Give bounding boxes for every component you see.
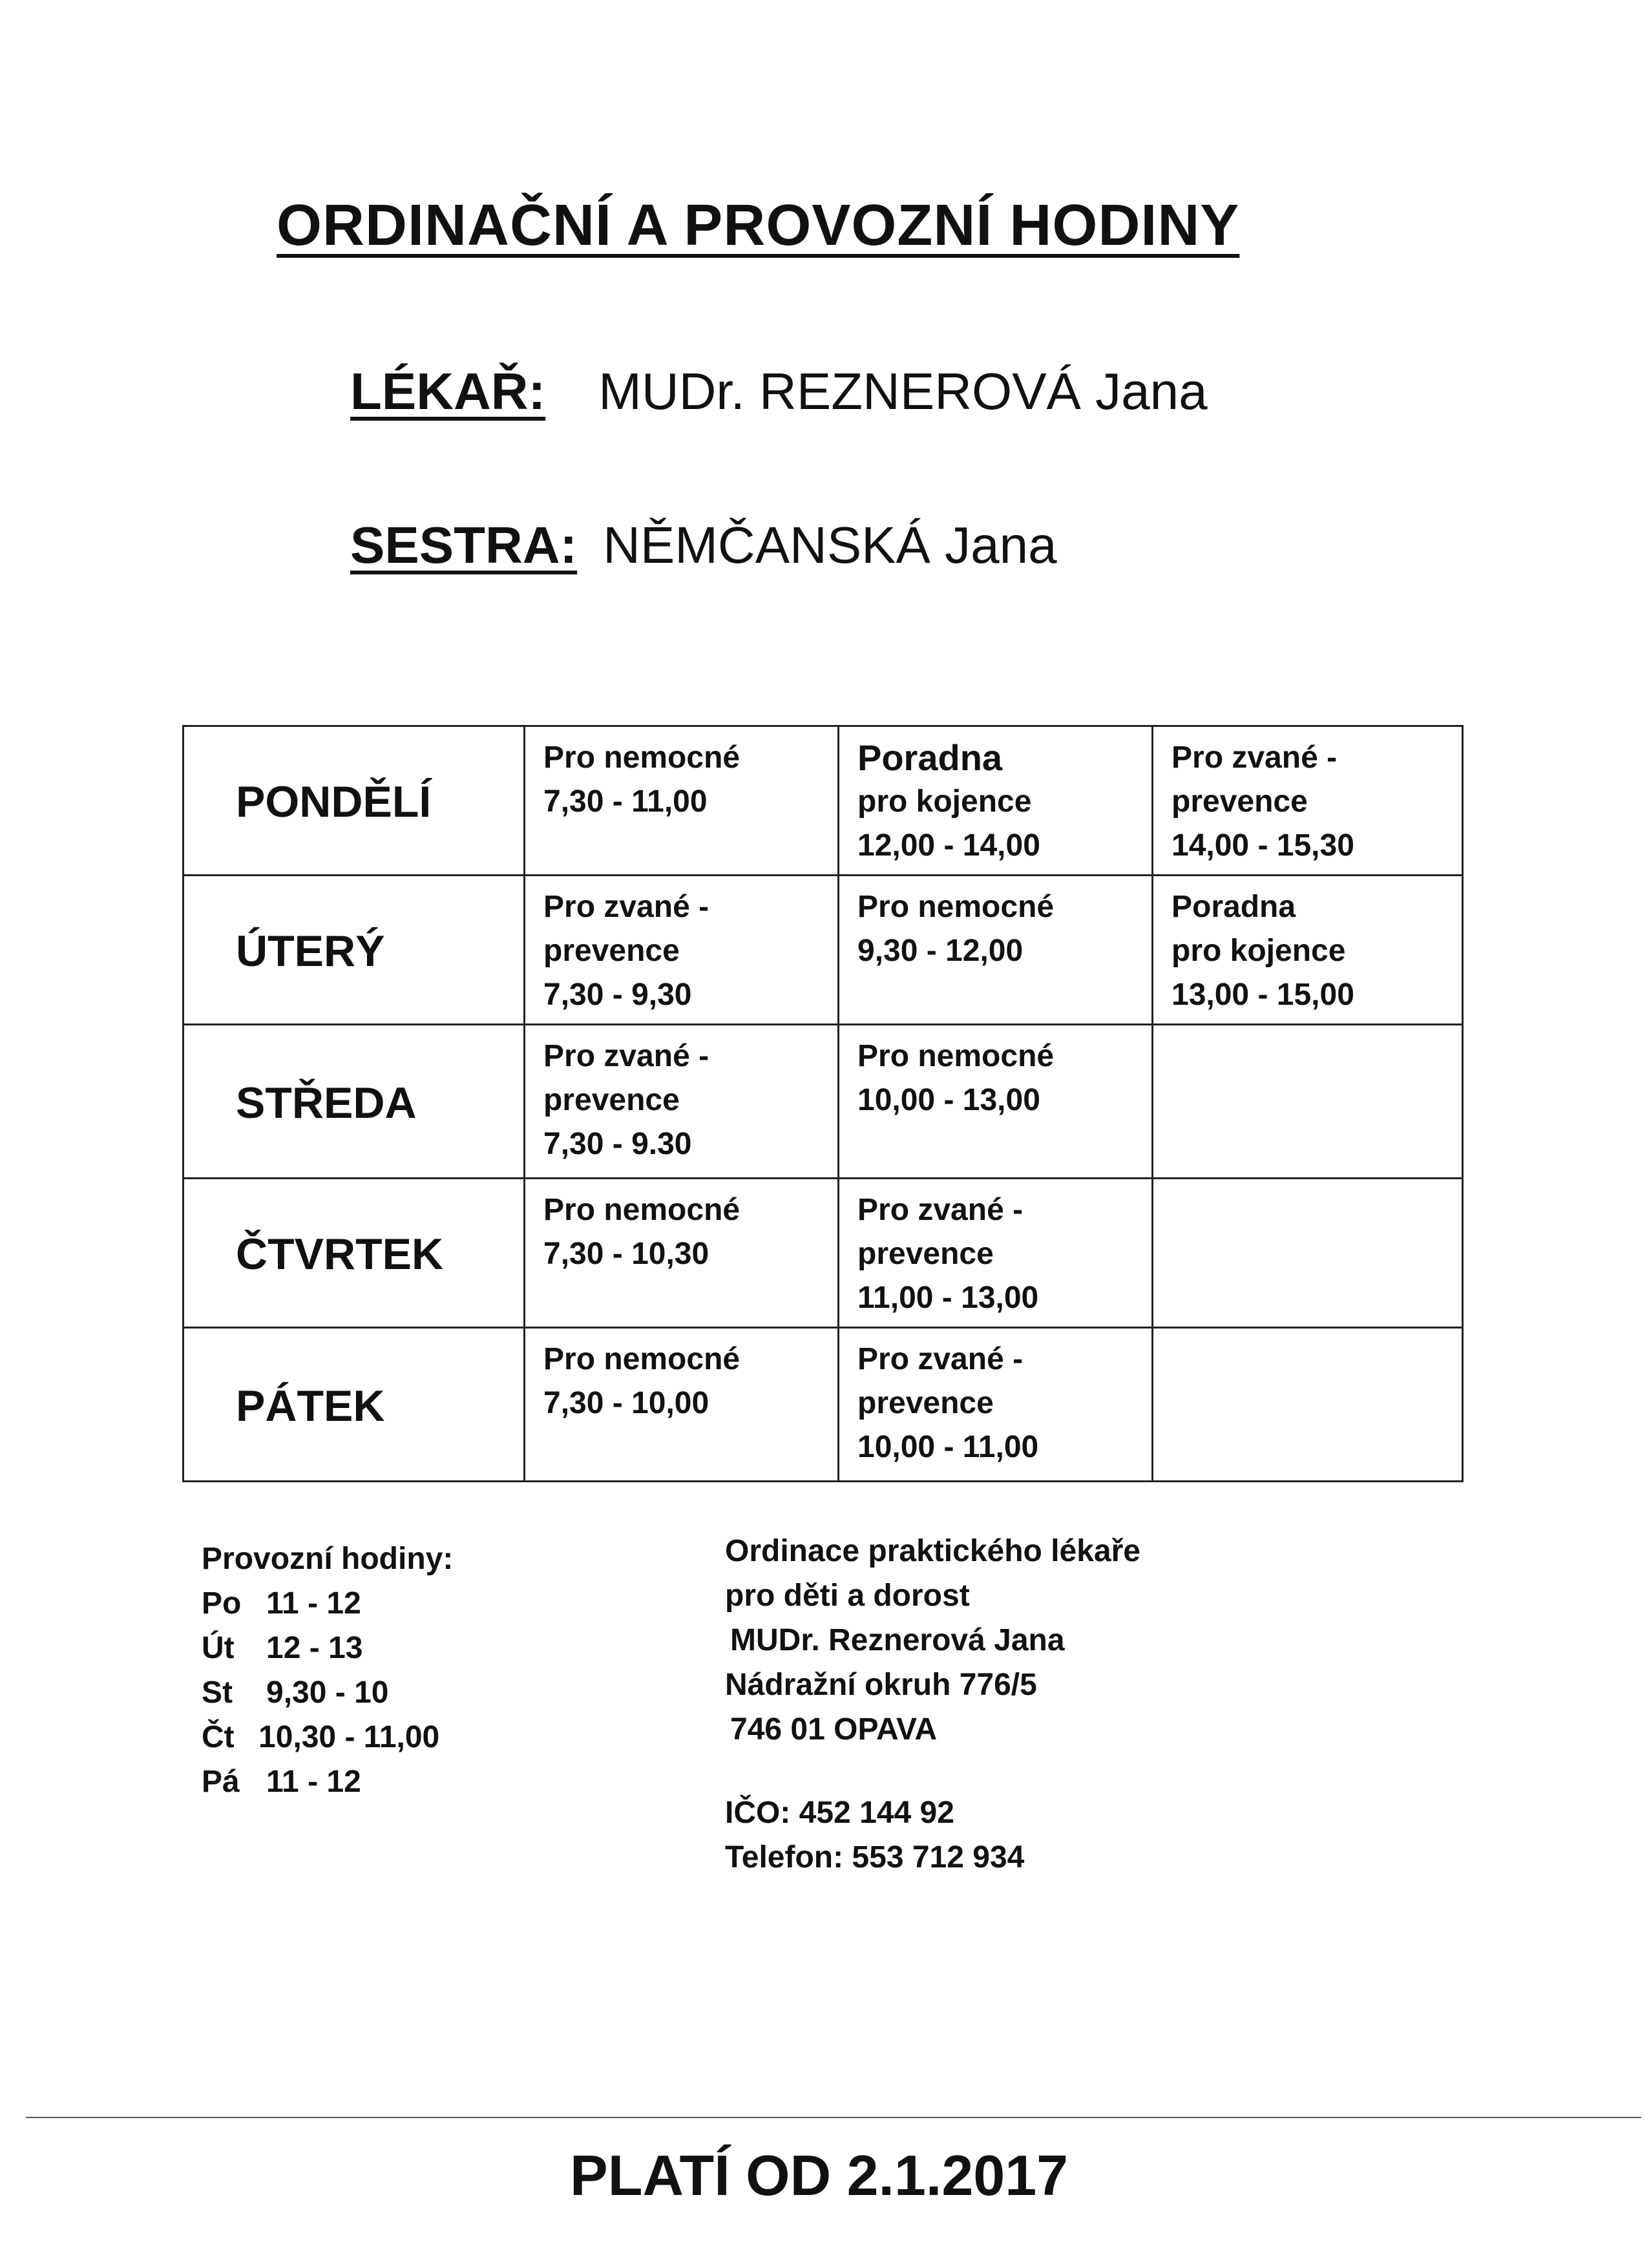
slot-cell [839,1025,1153,1179]
slot-line: 11,00 - 13,00 [857,1281,1039,1315]
operating-time: 10,30 - 11,00 [258,1720,440,1754]
table-row [184,726,1463,876]
operating-time: 12 - 13 [266,1631,363,1665]
clinic-ico: IČO: 452 144 92 [725,1796,954,1830]
doctor-name: MUDr. REZNEROVÁ Jana [598,362,1208,420]
valid-from: PLATÍ OD 2.1.2017 [570,2143,1069,2207]
slot-cell [839,1328,1153,1482]
slot-line: prevence [857,1386,994,1420]
slot-cell [525,1179,839,1328]
slot-cell [839,876,1153,1025]
slot-line: prevence [543,1083,680,1117]
operating-day: St [202,1675,233,1710]
day-cell: PÁTEK [184,1328,525,1482]
slot-line: 12,00 - 14,00 [857,828,1040,863]
slot-cell-empty [1153,1025,1463,1179]
slot-line: 7,30 - 9.30 [543,1127,692,1161]
nurse-label: SESTRA: [350,516,578,574]
clinic-doctor: MUDr. Reznerová Jana [730,1623,1065,1657]
slot-cell [525,1025,839,1179]
slot-line: Poradna [1171,890,1296,924]
operating-time: 11 - 12 [266,1765,361,1799]
slot-line: Pro nemocné [857,1039,1055,1073]
slot-line: Pro nemocné [543,1193,740,1227]
slot-line: prevence [857,1237,994,1271]
operating-hours-row [202,1670,453,1715]
slot-line: Pro zvané - [857,1193,1024,1227]
schedule-table [182,725,1464,1482]
table-row [184,1025,1463,1179]
slot-cell [1153,726,1463,876]
operating-hours [202,1537,453,1804]
slot-line: pro kojence [857,784,1032,819]
slot-cell [839,1179,1153,1328]
slot-line: Pro nemocné [543,1342,740,1376]
doctor-label: LÉKAŘ: [350,362,546,420]
day-cell: ČTVRTEK [184,1179,525,1328]
operating-hours-row [202,1715,453,1759]
table-row [184,876,1463,1025]
day-cell: PONDĚLÍ [184,726,525,876]
slot-line: 14,00 - 15,30 [1171,828,1354,863]
slot-cell-empty [1153,1328,1463,1482]
slot-line: 13,00 - 15,00 [1171,978,1354,1012]
doctor-row [350,362,1208,421]
operating-day: Po [202,1586,242,1621]
day-cell: STŘEDA [184,1025,525,1179]
slot-line: 10,00 - 13,00 [857,1083,1040,1117]
slot-cell-empty [1153,1179,1463,1328]
slot-line: 7,30 - 11,00 [543,784,708,819]
operating-time: 9,30 - 10 [266,1675,389,1710]
table-row [184,1179,1463,1328]
operating-day: Pá [202,1765,240,1799]
operating-hours-row [202,1759,453,1804]
slot-line: Pro nemocné [543,740,740,775]
slot-line: Pro nemocné [857,890,1055,924]
operating-day: Út [202,1631,235,1665]
slot-cell [1153,876,1463,1025]
slot-line: Pro zvané - [543,1039,709,1073]
slot-line: 7,30 - 9,30 [543,978,692,1012]
operating-hours-heading: Provozní hodiny: [202,1542,454,1576]
slot-line: 7,30 - 10,00 [543,1386,709,1420]
clinic-address [725,1529,1140,1880]
table-row [184,1328,1463,1482]
separator-line [26,2117,1641,2118]
slot-line: 9,30 - 12,00 [857,934,1024,968]
clinic-phone: Telefon: 553 712 934 [725,1840,1025,1874]
nurse-row [350,516,1057,575]
operating-hours-row [202,1626,453,1670]
operating-hours-row [202,1581,453,1626]
clinic-name-line2: pro děti a dorost [725,1579,970,1613]
nurse-name: NĚMČANSKÁ Jana [603,516,1057,574]
slot-line: Pro zvané - [1171,740,1338,775]
clinic-city: 746 01 OPAVA [730,1712,938,1747]
slot-line: Poradna [857,737,1003,778]
slot-cell [525,876,839,1025]
clinic-street: Nádražní okruh 776/5 [725,1668,1037,1702]
clinic-name-line1: Ordinace praktického lékaře [725,1534,1140,1568]
page-title: ORDINAČNÍ A PROVOZNÍ HODINY [277,193,1240,258]
slot-line: Pro zvané - [543,890,709,924]
operating-day: Čt [202,1720,235,1754]
slot-line: Pro zvané - [857,1342,1024,1376]
slot-cell [525,726,839,876]
operating-time: 11 - 12 [266,1586,361,1621]
slot-line: 10,00 - 11,00 [857,1430,1039,1464]
slot-line: 7,30 - 10,30 [543,1237,709,1271]
slot-line: pro kojence [1171,934,1346,968]
slot-cell [839,726,1153,876]
slot-cell [525,1328,839,1482]
day-cell: ÚTERÝ [184,876,525,1025]
slot-line: prevence [543,934,680,968]
slot-line: prevence [1171,784,1308,819]
